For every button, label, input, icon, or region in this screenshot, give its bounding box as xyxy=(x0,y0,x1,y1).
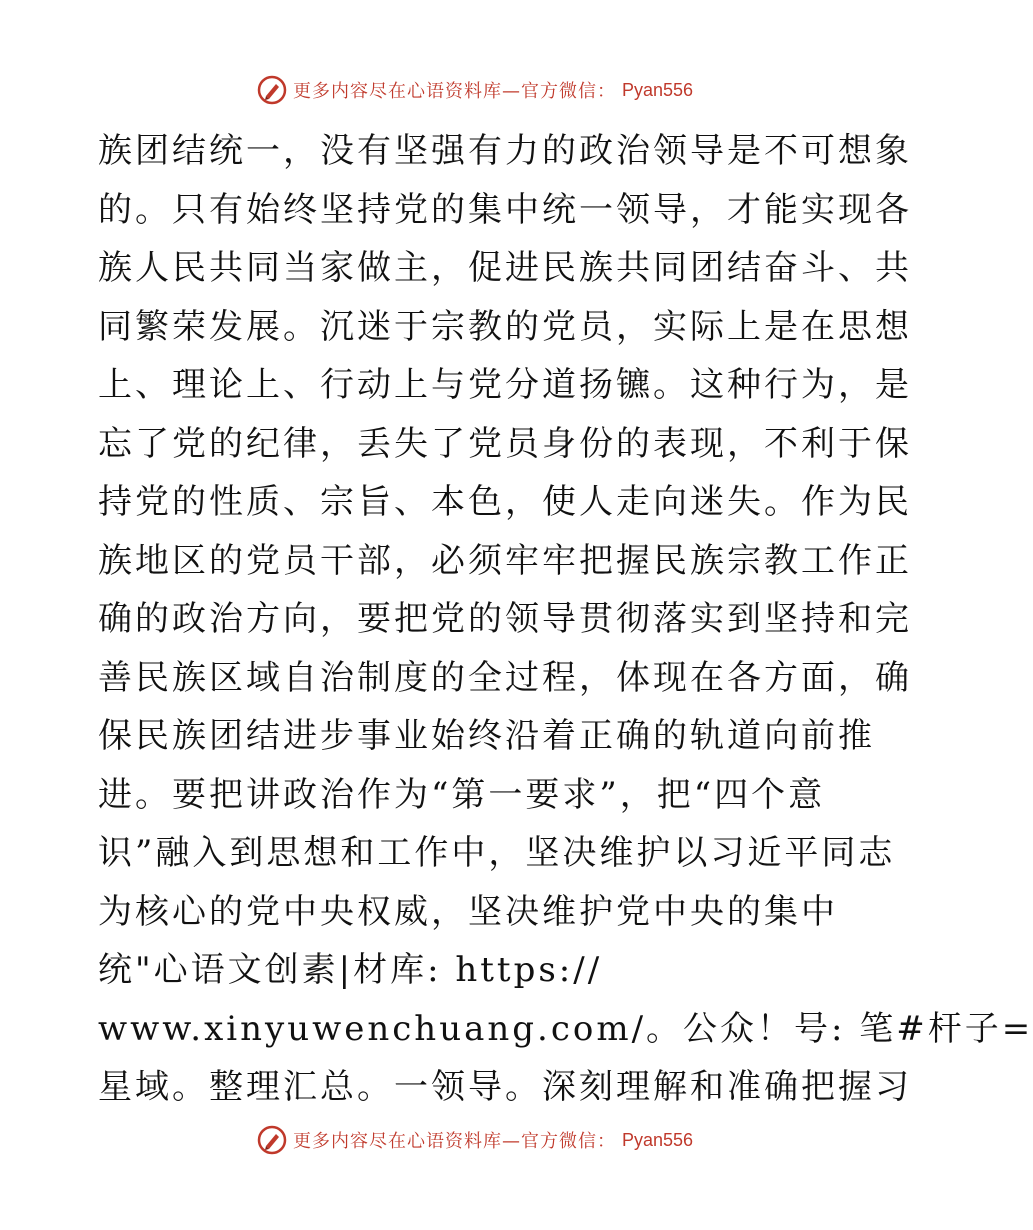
body-line: 的。只有始终坚持党的集中统一领导，才能实现各 xyxy=(98,189,912,230)
header-banner-text: 更多内容尽在心语资料库—官方微信： xyxy=(292,81,616,102)
body-line: 族地区的党员干部，必须牢牢把握民族宗教工作正 xyxy=(98,540,912,581)
body-line: 识”融入到思想和工作中，坚决维护以习近平同志 xyxy=(98,833,896,873)
body-line: 持党的性质、宗旨、本色，使人走向迷失。作为民 xyxy=(98,482,912,522)
body-line: 族团结统一，没有坚强有力的政治领导是不可想象 xyxy=(98,131,912,171)
body-line: 进。要把讲政治作为“第一要求”，把“四个意 xyxy=(98,774,826,815)
header-banner xyxy=(0,70,950,110)
footer-wechat-id: Pyan556 xyxy=(621,1129,694,1150)
body-line: 同繁荣发展。沉迷于宗教的党员，实际上是在思想 xyxy=(98,306,912,347)
footer-banner xyxy=(0,1120,950,1160)
body-line: 族人民共同当家做主，促进民族共同团结奋斗、共 xyxy=(98,248,912,288)
body-line: 上、理论上、行动上与党分道扬镳。这种行为，是 xyxy=(98,365,912,405)
body-line: www.xinyuwenchuang.com/。公众！号: 笔#杆子= xyxy=(98,1008,1033,1049)
document-body xyxy=(98,122,1033,1117)
pen-logo-icon xyxy=(257,75,287,105)
body-line: 确的政治方向，要把党的领导贯彻落实到坚持和完 xyxy=(98,599,912,639)
body-line: 为核心的党中央权威，坚决维护党中央的集中 xyxy=(98,891,838,932)
body-line: 忘了党的纪律，丢失了党员身份的表现，不利于保 xyxy=(98,423,912,464)
body-line: 星域。整理汇总。一领导。深刻理解和准确把握习 xyxy=(98,1067,912,1107)
footer-banner-text: 更多内容尽在心语资料库—官方微信： xyxy=(292,1131,616,1152)
body-line: 保民族团结进步事业始终沿着正确的轨道向前推 xyxy=(98,716,875,756)
body-line: 善民族区域自治制度的全过程，体现在各方面，确 xyxy=(98,657,912,698)
header-wechat-id: Pyan556 xyxy=(621,79,694,100)
body-line: 统"心语文创素|材库: https:// xyxy=(98,950,603,990)
pen-logo-icon xyxy=(257,1125,287,1155)
